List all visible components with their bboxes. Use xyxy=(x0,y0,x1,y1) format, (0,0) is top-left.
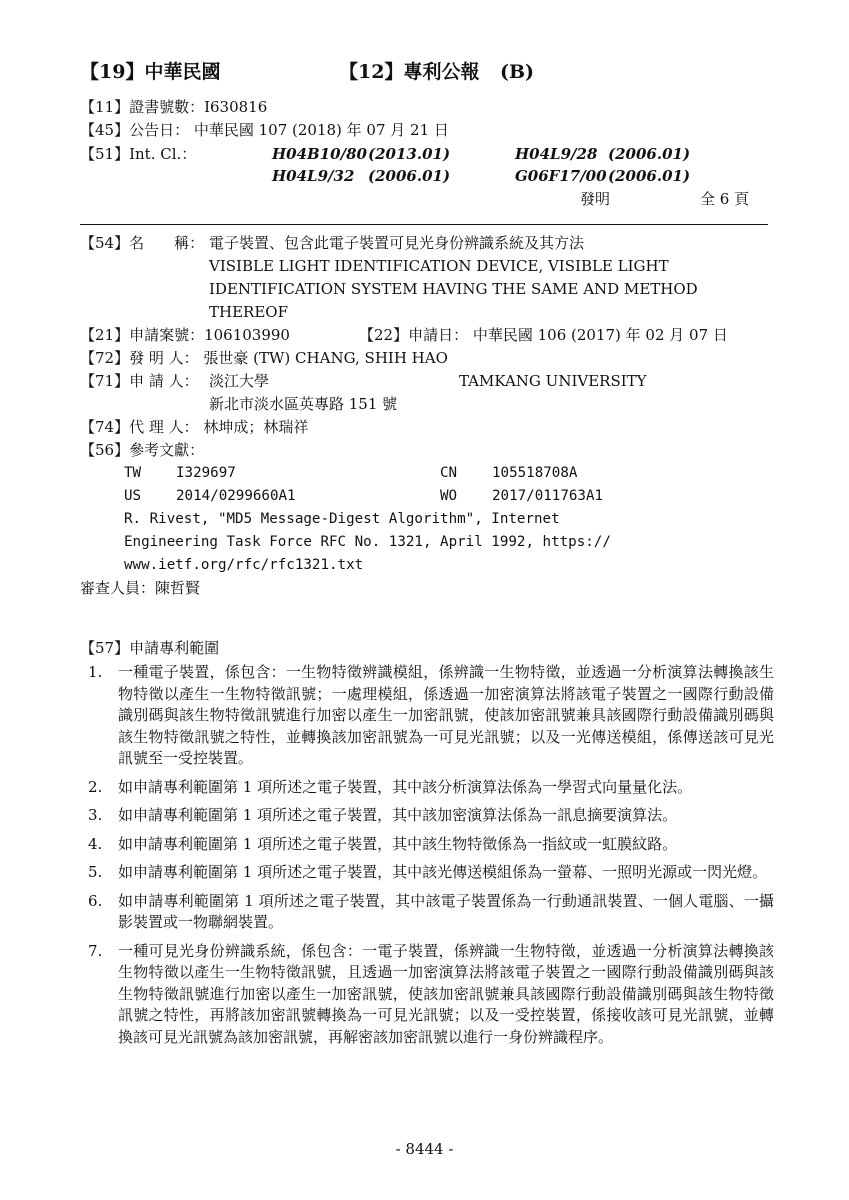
reference-number: I329697 xyxy=(176,465,236,481)
ipc-label: 【51】Int. Cl.： xyxy=(80,145,197,163)
ipc-version: (2006.01) xyxy=(608,167,691,185)
claim-text: 如申請專利範圍第 1 項所述之電子裝置，其中該分析演算法係為一學習式向量量化法。 xyxy=(118,777,693,796)
claim-number: 7. xyxy=(88,941,103,960)
reference-text-line: Engineering Task Force RFC No. 1321, April 1992, https:// xyxy=(124,534,611,550)
reference-number: 105518708A xyxy=(492,465,578,481)
references-label: 【56】參考文獻： xyxy=(80,441,205,459)
reference-text-line: www.ietf.org/rfc/rfc1321.txt xyxy=(124,557,364,573)
claims-list xyxy=(84,662,774,1055)
application-date: 【22】申請日： 中華民國 106 (2017) 年 02 月 07 日 xyxy=(359,326,728,344)
total-pages: 全 6 頁 xyxy=(700,190,750,208)
title-zh: 電子裝置、包含此電子裝置可見光身份辨識系統及其方法 xyxy=(209,234,585,252)
title-en-line: VISIBLE LIGHT IDENTIFICATION DEVICE, VISIBLE LIGHT xyxy=(209,257,669,275)
claim-item xyxy=(84,834,774,856)
agent: 【74】代 理 人： 林坤成；林瑞祥 xyxy=(80,418,309,436)
applicant-address: 新北市淡水區英專路 151 號 xyxy=(209,395,398,413)
ipc-code: G06F17/00 xyxy=(515,167,607,185)
claim-text: 一種電子裝置，係包含：一生物特徵辨識模組，係辨識一生物特徵，並透過一分析演算法轉換該生物特徵以產生一生物特徵訊號；一處理模組，係透過一加密演算法將該電子裝置之一國際行動設備識別碼與該生物特徵訊號進行加密以產生一加密訊號，使該加密訊號兼具該國際行動設備識別碼與該生物特徵訊號之特性，並轉換該加密訊號為一可見光訊號；以及一光傳送模組，係傳送該可見光訊號至一受控裝置。 xyxy=(118,663,774,767)
claim-item xyxy=(84,662,774,770)
ipc-version: (2006.01) xyxy=(608,145,691,163)
applicant-label: 【71】申 請 人： xyxy=(80,372,199,390)
claim-text: 如申請專利範圍第 1 項所述之電子裝置，其中該光傳送模組係為一螢幕、一照明光源或一閃光燈。 xyxy=(118,863,768,881)
claim-number: 6. xyxy=(88,891,103,910)
ipc-code: H04L9/32 xyxy=(272,167,355,185)
claim-item xyxy=(84,941,774,1049)
claim-number: 3. xyxy=(88,806,103,824)
ipc-code: H04L9/28 xyxy=(515,145,598,163)
applicant-zh: 淡江大學 xyxy=(209,372,270,390)
claim-number: 2. xyxy=(88,777,103,796)
claim-text: 如申請專利範圍第 1 項所述之電子裝置，其中該加密演算法係為一訊息摘要演算法。 xyxy=(118,806,678,824)
claim-text: 如申請專利範圍第 1 項所述之電子裝置，其中該電子裝置係為一行動通訊裝置、一個人電腦、一攝影裝置或一物聯網裝置。 xyxy=(118,891,774,931)
claim-number: 4. xyxy=(88,834,103,853)
kind-code: (B) xyxy=(500,61,535,83)
publication-type: 【12】專利公報 xyxy=(339,61,480,83)
publication-date: 【45】公告日： 中華民國 107 (2018) 年 07 月 21 日 xyxy=(80,121,449,139)
page-number: - 8444 - xyxy=(395,1140,454,1158)
header-divider xyxy=(80,224,768,225)
ipc-code: H04B10/80 xyxy=(272,145,367,163)
applicant-en: TAMKANG UNIVERSITY xyxy=(459,372,647,390)
inventor: 【72】發 明 人： 張世豪 (TW) CHANG, SHIH HAO xyxy=(80,349,448,367)
claim-item xyxy=(84,777,774,799)
reference-number: 2014/0299660A1 xyxy=(176,488,296,504)
certificate-number: 【11】證書號數：I630816 xyxy=(80,98,268,116)
claim-item xyxy=(84,805,774,827)
application-number: 【21】申請案號：106103990 xyxy=(80,326,290,344)
reference-country: TW xyxy=(124,465,142,481)
reference-text-line: R. Rivest, "MD5 Message-Digest Algorithm", Internet xyxy=(124,511,560,527)
reference-country: US xyxy=(124,488,142,504)
title-en-line: IDENTIFICATION SYSTEM HAVING THE SAME AND METHOD xyxy=(209,280,698,298)
ipc-version: (2013.01) xyxy=(368,145,451,163)
claim-item xyxy=(84,891,774,934)
claims-heading: 【57】申請專利範圍 xyxy=(80,639,220,657)
claim-text: 如申請專利範圍第 1 項所述之電子裝置，其中該生物特徵係為一指紋或一虹膜紋路。 xyxy=(118,834,678,853)
reference-number: 2017/011763A1 xyxy=(492,488,604,504)
claim-text: 一種可見光身份辨識系統，係包含：一電子裝置，係辨識一生物特徵，並透過一分析演算法轉換該生物特徵以產生一生物特徵訊號，且透過一加密演算法將該電子裝置之一國際行動設備識別碼與該生物特徵訊號進行加密以產生一加密訊號，使該加密訊號兼具該國際行動設備識別碼與該生物特徵訊號之特性，再將該加密訊號轉換為一可見光訊號；以及一受控裝置，係接收該可見光訊號，並轉換該可見光訊號為該加密訊號，再解密該加密訊號以進行一身份辨識程序。 xyxy=(118,941,774,1046)
patent-category: 發明 xyxy=(580,190,611,208)
title-label: 【54】名 稱： xyxy=(80,234,205,252)
claim-item xyxy=(84,862,774,884)
ipc-version: (2006.01) xyxy=(368,167,451,185)
claim-number: 5. xyxy=(88,863,103,881)
country-label: 【19】中華民國 xyxy=(80,61,221,83)
reference-country: WO xyxy=(440,488,458,504)
claim-number: 1. xyxy=(88,663,103,681)
examiner: 審查人員：陳哲賢 xyxy=(80,579,201,597)
reference-country: CN xyxy=(440,465,458,481)
title-en-line: THEREOF xyxy=(209,303,288,321)
